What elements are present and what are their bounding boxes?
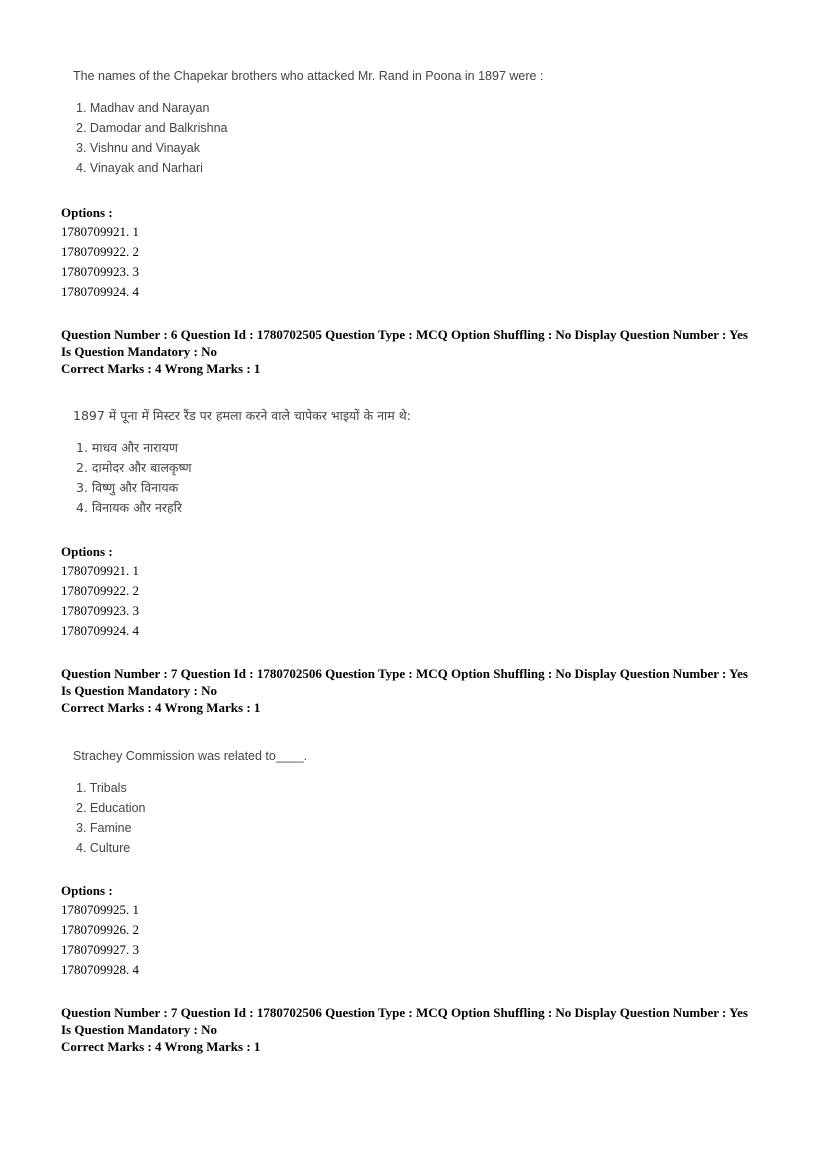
question-text: 1897 में पूना में मिस्टर रैंड पर हमला करने वाले चापेकर भाइयों के नाम थे: bbox=[73, 408, 411, 423]
question-meta bbox=[61, 665, 781, 716]
option-item: 1780709926. 2 bbox=[61, 922, 139, 937]
option-item: 1780709922. 2 bbox=[61, 244, 139, 259]
choice-item: 2. दामोदर और बालकृष्ण bbox=[76, 460, 192, 475]
option-item: 1780709923. 3 bbox=[61, 264, 139, 279]
option-item: 1780709921. 1 bbox=[61, 563, 139, 578]
options-label: Options : bbox=[61, 544, 113, 559]
question-image-strachey-en bbox=[73, 748, 773, 858]
options-block bbox=[61, 882, 781, 980]
choice-item: 2. Education bbox=[76, 801, 146, 815]
option-item: 1780709924. 4 bbox=[61, 284, 139, 299]
options-label: Options : bbox=[61, 883, 113, 898]
choice-list bbox=[76, 98, 773, 178]
question-meta-line: Question Number : 7 Question Id : 1780702506 Question Type : MCQ Option Shuffling : No Display Question Number : Yes bbox=[61, 666, 748, 681]
choice-item: 1. Tribals bbox=[76, 781, 127, 795]
options-block bbox=[61, 543, 781, 641]
question-marks: Correct Marks : 4 Wrong Marks : 1 bbox=[61, 361, 261, 376]
choice-item: 4. Vinayak and Narhari bbox=[76, 161, 203, 175]
question-text: Strachey Commission was related to____. bbox=[73, 749, 308, 763]
choice-item: 1. माधव और नारायण bbox=[76, 440, 178, 455]
choice-item: 3. Vishnu and Vinayak bbox=[76, 141, 200, 155]
question-meta-line: Question Number : 7 Question Id : 1780702506 Question Type : MCQ Option Shuffling : No Display Question Number : Yes bbox=[61, 1005, 748, 1020]
option-item: 1780709928. 4 bbox=[61, 962, 139, 977]
choice-list bbox=[76, 438, 773, 518]
choice-item: 4. विनायक और नरहरि bbox=[76, 500, 182, 515]
choice-item: 2. Damodar and Balkrishna bbox=[76, 121, 228, 135]
option-item: 1780709927. 3 bbox=[61, 942, 139, 957]
question-mandatory: Is Question Mandatory : No bbox=[61, 1022, 218, 1037]
options-label: Options : bbox=[61, 205, 113, 220]
question-meta bbox=[61, 326, 781, 377]
question-meta-line: Question Number : 6 Question Id : 1780702505 Question Type : MCQ Option Shuffling : No Display Question Number : Yes bbox=[61, 327, 748, 342]
option-item: 1780709925. 1 bbox=[61, 902, 139, 917]
question-mandatory: Is Question Mandatory : No bbox=[61, 344, 218, 359]
option-item: 1780709923. 3 bbox=[61, 603, 139, 618]
options-block bbox=[61, 204, 781, 302]
choice-item: 4. Culture bbox=[76, 841, 131, 855]
option-item: 1780709922. 2 bbox=[61, 583, 139, 598]
choice-list bbox=[76, 778, 773, 858]
question-marks: Correct Marks : 4 Wrong Marks : 1 bbox=[61, 700, 261, 715]
choice-item: 3. Famine bbox=[76, 821, 132, 835]
question-text: The names of the Chapekar brothers who attacked Mr. Rand in Poona in 1897 were : bbox=[73, 69, 544, 83]
option-item: 1780709921. 1 bbox=[61, 224, 139, 239]
question-image-chapekar-hi bbox=[73, 408, 773, 518]
question-image-chapekar-en bbox=[73, 68, 773, 178]
choice-item: 3. विष्णु और विनायक bbox=[76, 480, 179, 495]
question-marks: Correct Marks : 4 Wrong Marks : 1 bbox=[61, 1039, 261, 1054]
question-meta bbox=[61, 1004, 781, 1055]
question-mandatory: Is Question Mandatory : No bbox=[61, 683, 218, 698]
option-item: 1780709924. 4 bbox=[61, 623, 139, 638]
choice-item: 1. Madhav and Narayan bbox=[76, 101, 210, 115]
